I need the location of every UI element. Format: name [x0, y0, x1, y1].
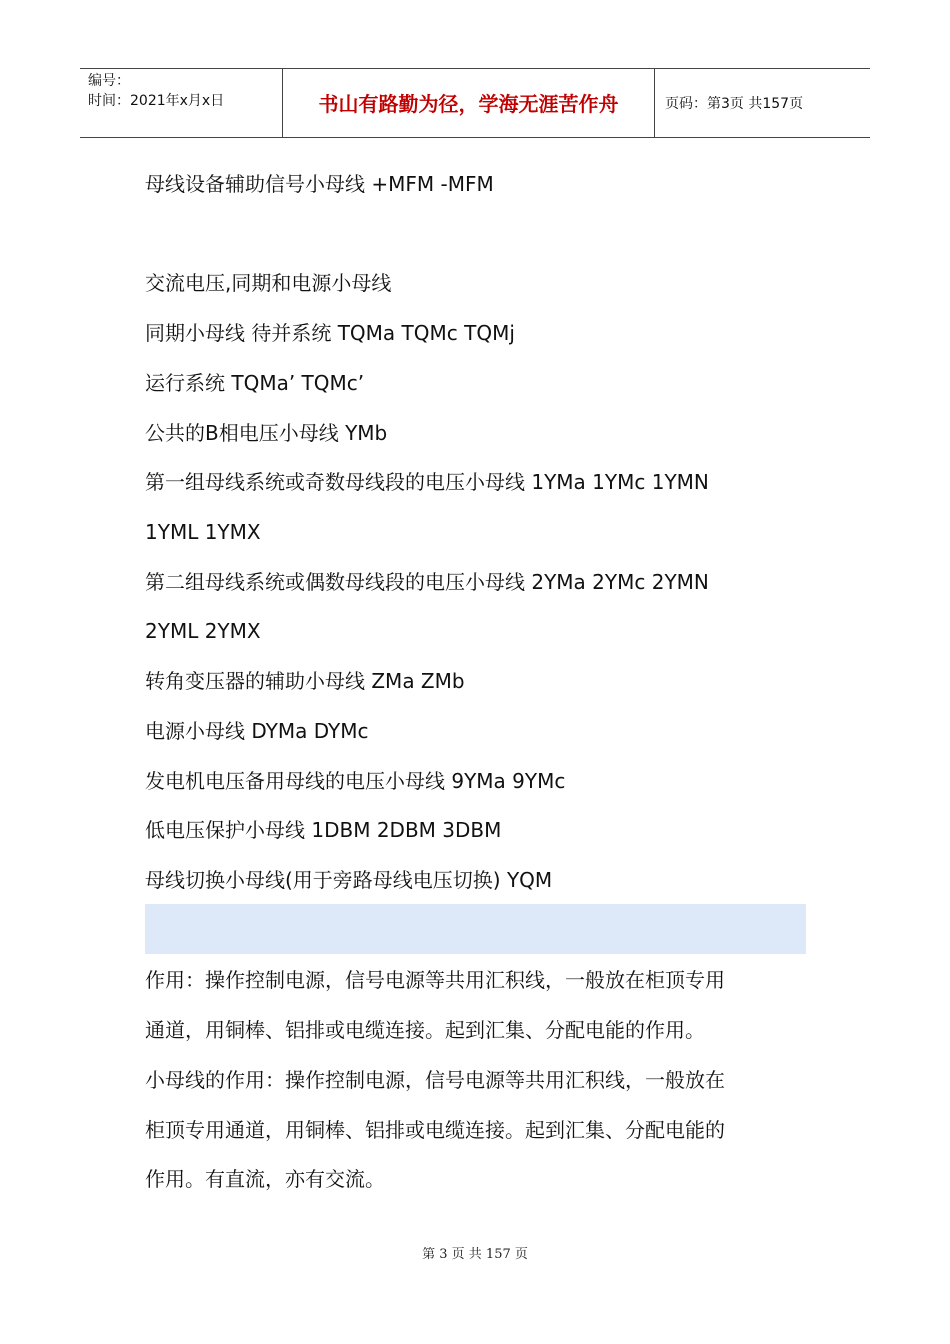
body-line: 第一组母线系统或奇数母线段的电压小母线 1YMa 1YMc 1YMN — [145, 470, 709, 494]
body-line: 小母线的作用：操作控制电源，信号电源等共用汇积线，一般放在 — [145, 1068, 725, 1092]
highlighted-blank-band — [145, 904, 806, 954]
page-header — [80, 68, 870, 138]
body-line: 运行系统 TQMa’ TQMc’ — [145, 371, 365, 395]
body-line: 公共的B相电压小母线 YMb — [145, 421, 388, 445]
body-line: 电源小母线 DYMa DYMc — [145, 719, 369, 743]
motto-text: 书山有路勤为径，学海无涯苦作舟 — [318, 92, 619, 116]
header-page-cell — [655, 69, 870, 137]
page-footer: 第 3 页 共 157 页 — [422, 1247, 528, 1262]
body-line: 转角变压器的辅助小母线 ZMa ZMb — [145, 669, 465, 693]
body-line: 通道，用铜棒、铝排或电缆连接。起到汇集、分配电能的作用。 — [145, 1018, 705, 1042]
header-page-info: 页码：第3页 共157页 — [665, 96, 804, 112]
body-line: 作用：操作控制电源，信号电源等共用汇积线，一般放在柜顶专用 — [145, 968, 725, 992]
body-line: 1YML 1YMX — [145, 520, 261, 544]
body-line: 发电机电压备用母线的电压小母线 9YMa 9YMc — [145, 769, 566, 793]
document-date: 时间：2021年x月x日 — [88, 93, 225, 109]
body-line: 低电压保护小母线 1DBM 2DBM 3DBM — [145, 818, 502, 842]
body-line: 母线切换小母线(用于旁路母线电压切换) YQM — [145, 868, 553, 892]
document-number-label: 编号： — [88, 73, 130, 89]
body-line: 柜顶专用通道，用铜棒、铝排或电缆连接。起到汇集、分配电能的 — [145, 1118, 725, 1142]
body-line: 交流电压,同期和电源小母线 — [145, 271, 392, 295]
header-meta-cell — [80, 69, 283, 137]
body-line: 同期小母线 待并系统 TQMa TQMc TQMj — [145, 321, 515, 345]
header-motto-cell — [283, 69, 655, 137]
body-line: 母线设备辅助信号小母线 +MFM -MFM — [145, 172, 494, 196]
body-line: 第二组母线系统或偶数母线段的电压小母线 2YMa 2YMc 2YMN — [145, 570, 709, 594]
body-line: 作用。有直流，亦有交流。 — [145, 1167, 385, 1191]
body-line: 2YML 2YMX — [145, 619, 261, 643]
